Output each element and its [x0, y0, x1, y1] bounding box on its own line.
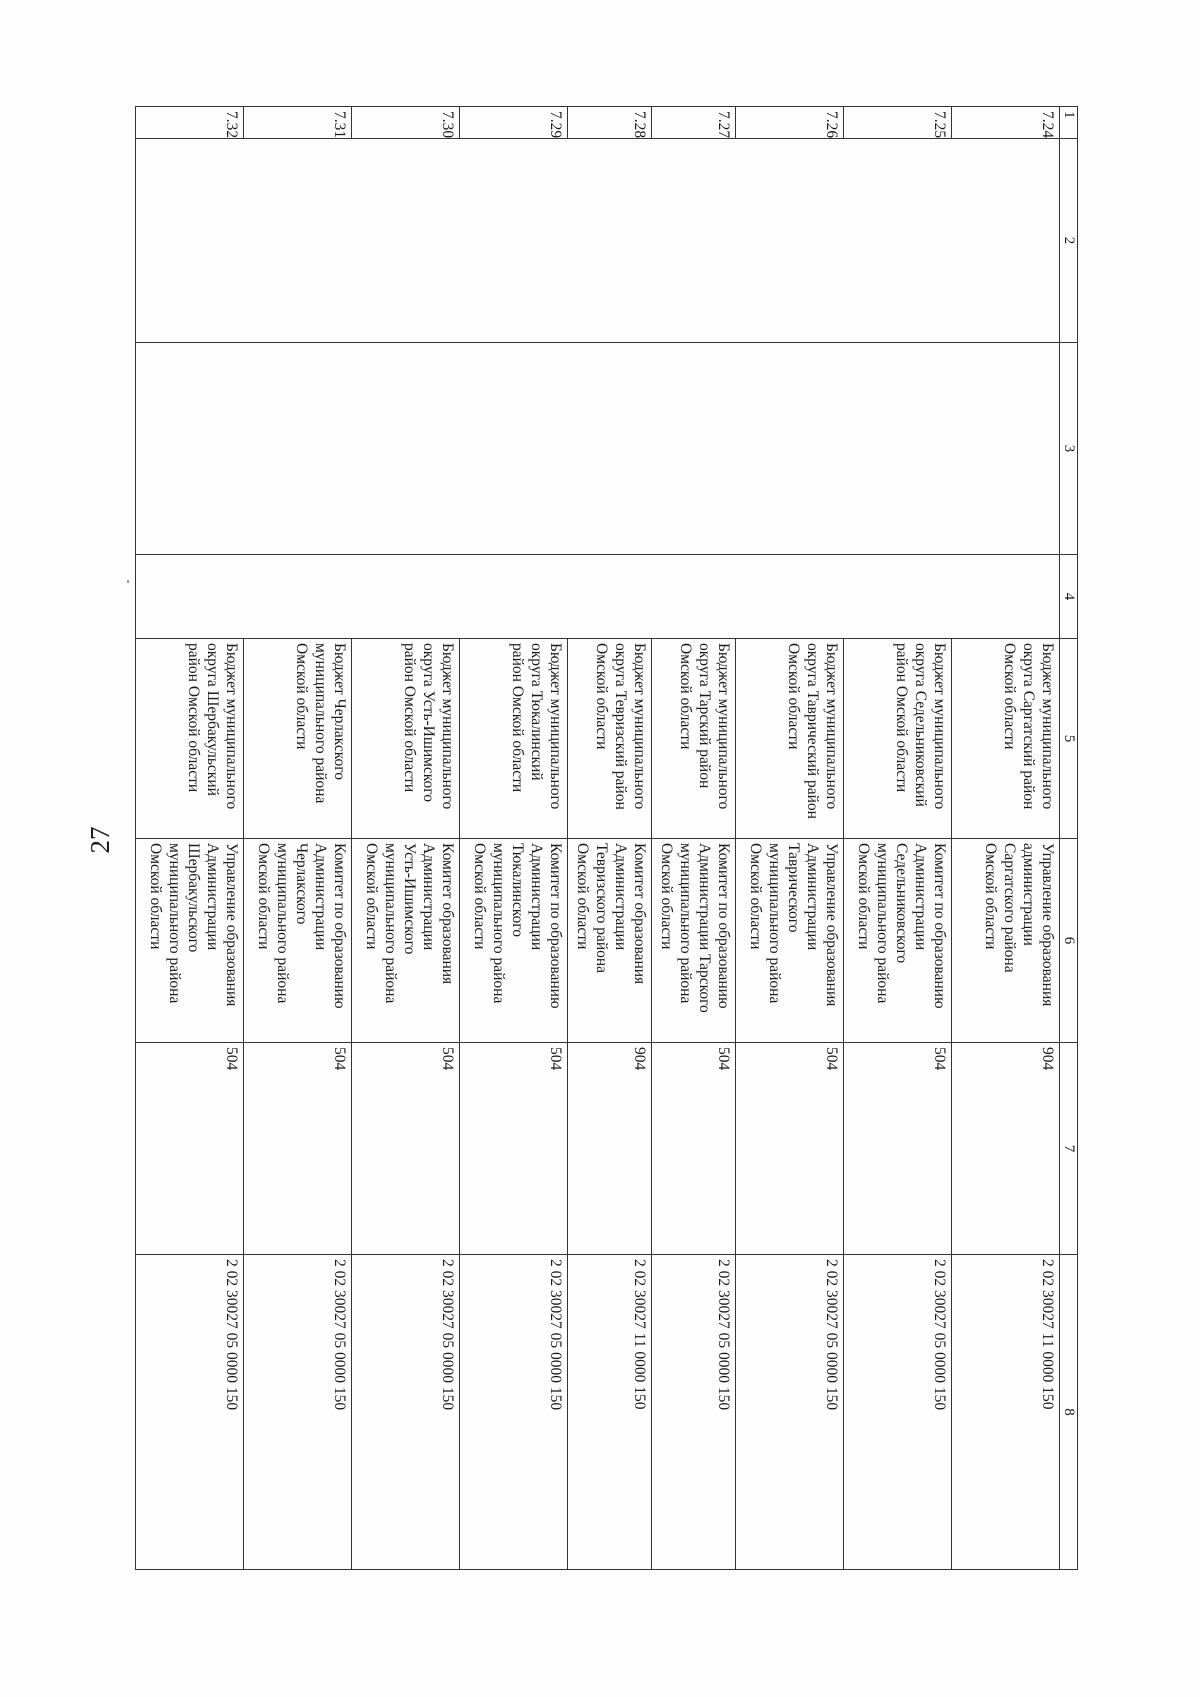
- administrator-cell: Комитет по образованию Администрации Тарского муниципального района Омской области: [652, 839, 736, 1043]
- row-number: 7.32: [136, 107, 244, 139]
- row-number: 7.24: [952, 107, 1060, 139]
- budget-cell: Бюджет муниципального округа Седельниковский район Омской области: [844, 639, 952, 839]
- row-number: 7.29: [460, 107, 568, 139]
- table-row: [952, 107, 1060, 1570]
- budget-classification-code-cell: 2 02 30027 05 0000 150: [844, 1255, 952, 1570]
- budget-cell: Бюджет муниципального округа Тевризский район Омской области: [568, 639, 652, 839]
- administrator-cell: Управление образования Администрации Шербакульского муниципального района Омской области: [136, 839, 244, 1043]
- admin-code-cell: 504: [460, 1043, 568, 1255]
- administrator-cell: Управление образования администрации Саргатского района Омской области: [952, 839, 1060, 1043]
- budget-cell: Бюджет муниципального округа Шербакульский район Омской области: [136, 639, 244, 839]
- admin-code-cell: 904: [568, 1043, 652, 1255]
- row-number: 7.30: [352, 107, 460, 139]
- budget-classification-code-cell: 2 02 30027 11 0000 150: [952, 1255, 1060, 1570]
- merged-empty-cell-col-2: [136, 139, 1060, 343]
- admin-code-cell: 504: [352, 1043, 460, 1255]
- admin-code-cell: 504: [136, 1043, 244, 1255]
- budget-classification-code-cell: 2 02 30027 05 0000 150: [736, 1255, 844, 1570]
- administrator-cell: Комитет образования Администрации Тевризского района Омской области: [568, 839, 652, 1043]
- admin-code-cell: 504: [736, 1043, 844, 1255]
- budget-cell: Бюджет Черлакского муниципального района Омской области: [244, 639, 352, 839]
- budget-classification-code-cell: 2 02 30027 05 0000 150: [652, 1255, 736, 1570]
- administrator-cell: Управление образования Администрации Таврического муниципального района Омской области: [736, 839, 844, 1043]
- admin-code-cell: 904: [952, 1043, 1060, 1255]
- budget-classification-code-cell: 2 02 30027 05 0000 150: [352, 1255, 460, 1570]
- admin-code-cell: 504: [844, 1043, 952, 1255]
- data-table: [135, 106, 1078, 1570]
- merged-empty-cell-col-3: [136, 343, 1060, 555]
- row-number: 7.28: [568, 107, 652, 139]
- rotated-table-container: [147, 106, 1078, 1569]
- header-col-7: 7: [1060, 1043, 1078, 1255]
- merged-empty-cell-col-4: [136, 555, 1060, 639]
- row-number: 7.26: [736, 107, 844, 139]
- page-number: 27: [85, 826, 115, 854]
- table-header-row: [1060, 107, 1078, 1570]
- admin-code-cell: 504: [244, 1043, 352, 1255]
- administrator-cell: Комитет по образованию Администрации Черлакского муниципального района Омской области: [244, 839, 352, 1043]
- budget-classification-code-cell: 2 02 30027 11 0000 150: [568, 1255, 652, 1570]
- header-col-2: 2: [1060, 139, 1078, 343]
- budget-cell: Бюджет муниципального округа Саргатский район Омской области: [952, 639, 1060, 839]
- header-col-8: 8: [1060, 1255, 1078, 1570]
- header-col-4: 4: [1060, 555, 1078, 639]
- administrator-cell: Комитет образования Администрации Усть-Ишимского муниципального района Омской области: [352, 839, 460, 1043]
- header-col-1: 1: [1060, 107, 1078, 139]
- row-number: 7.27: [652, 107, 736, 139]
- row-number: 7.31: [244, 107, 352, 139]
- header-col-5: 5: [1060, 639, 1078, 839]
- row-number: 7.25: [844, 107, 952, 139]
- header-col-3: 3: [1060, 343, 1078, 555]
- budget-classification-code-cell: 2 02 30027 05 0000 150: [244, 1255, 352, 1570]
- budget-cell: Бюджет муниципального округа Усть-Ишимского район Омской области: [352, 639, 460, 839]
- scan-speck: [127, 580, 129, 583]
- budget-classification-code-cell: 2 02 30027 05 0000 150: [460, 1255, 568, 1570]
- budget-cell: Бюджет муниципального округа Тарский район Омской области: [652, 639, 736, 839]
- header-col-6: 6: [1060, 839, 1078, 1043]
- budget-cell: Бюджет муниципального округа Тюкалинский район Омской области: [460, 639, 568, 839]
- administrator-cell: Комитет по образованию Администрации Седельниковского муниципального района Омской области: [844, 839, 952, 1043]
- budget-cell: Бюджет муниципального округа Таврический район Омской области: [736, 639, 844, 839]
- administrator-cell: Комитет по образованию Администрации Тюкалинского муниципального района Омской области: [460, 839, 568, 1043]
- budget-classification-code-cell: 2 02 30027 05 0000 150: [136, 1255, 244, 1570]
- admin-code-cell: 504: [652, 1043, 736, 1255]
